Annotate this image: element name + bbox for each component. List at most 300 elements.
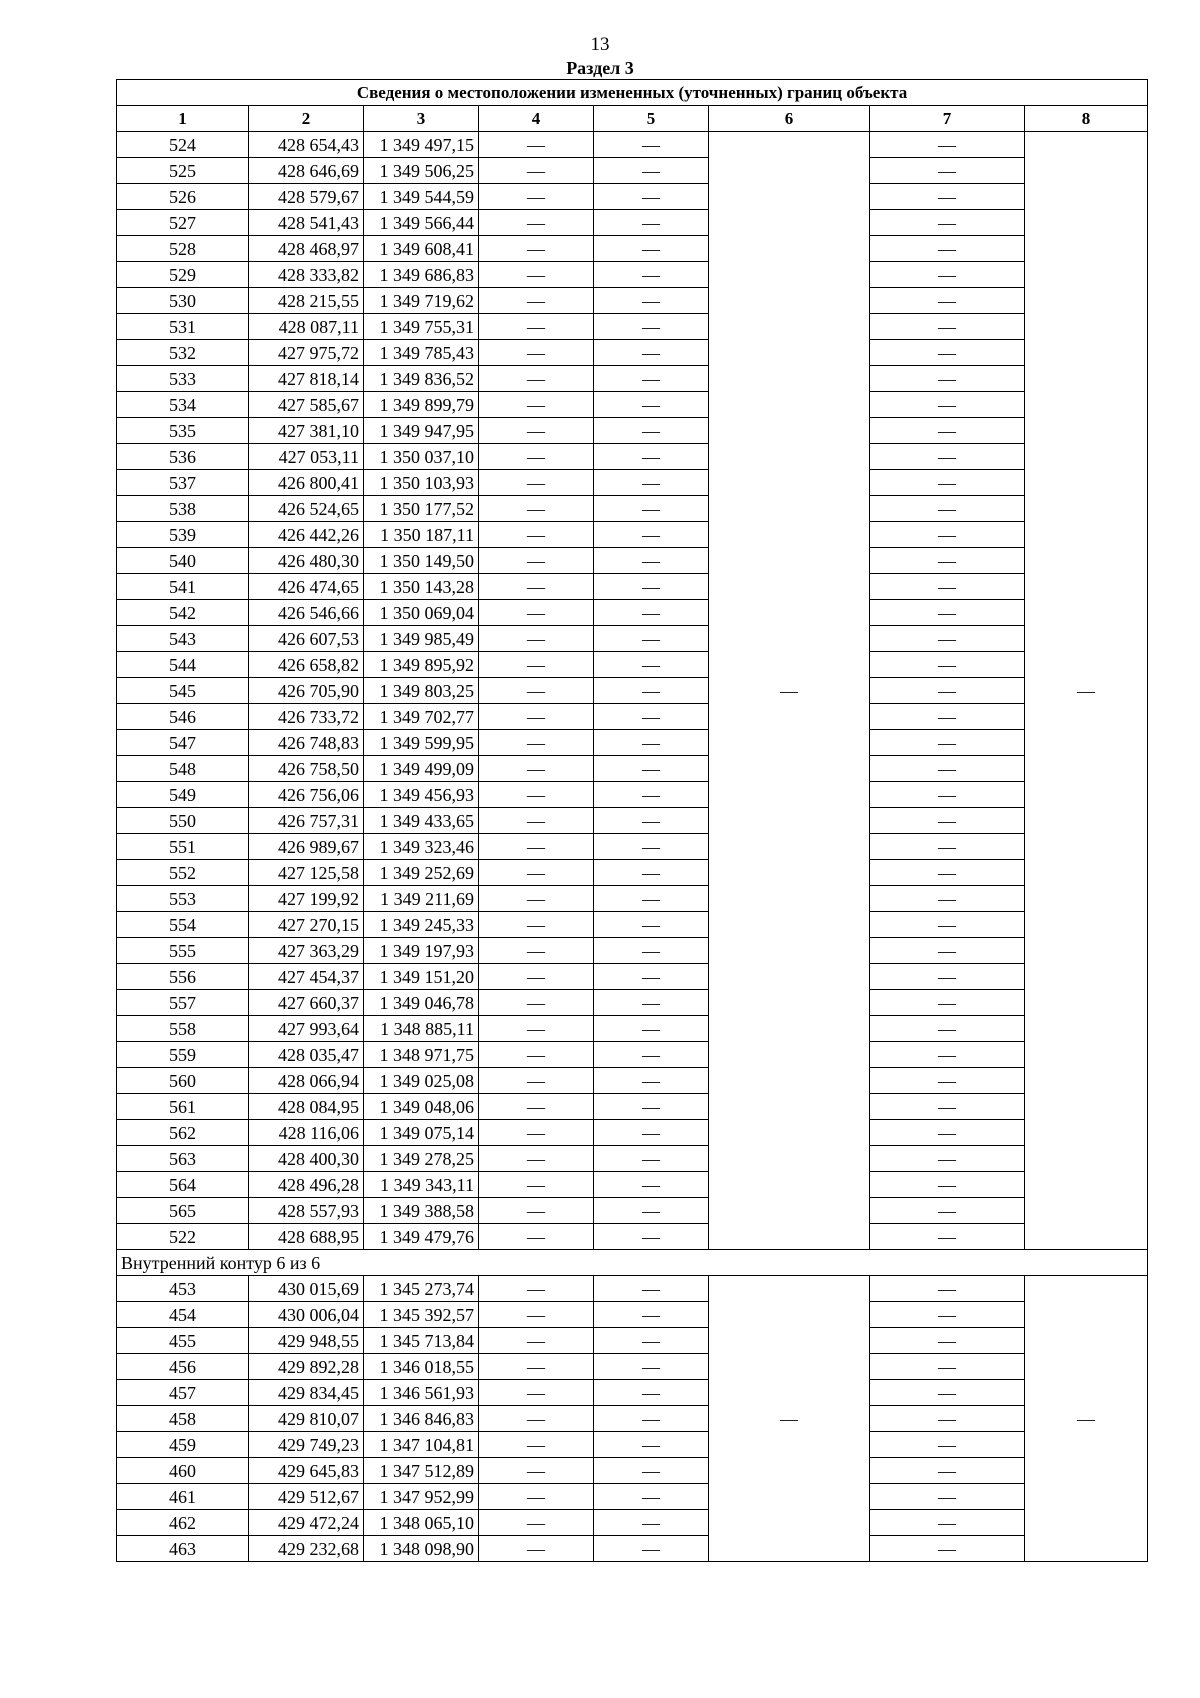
coordinate-x: 428 066,94	[249, 1068, 364, 1094]
column-4-dash: —	[479, 1484, 594, 1510]
coordinate-x: 428 496,28	[249, 1172, 364, 1198]
column-4-dash: —	[479, 1302, 594, 1328]
table-row	[117, 210, 1148, 236]
column-4-dash: —	[479, 678, 594, 704]
table-row	[117, 418, 1148, 444]
column-7-dash: —	[870, 1458, 1025, 1484]
column-7-dash: —	[870, 1094, 1025, 1120]
point-number: 564	[117, 1172, 249, 1198]
coordinate-y: 1 350 069,04	[364, 600, 479, 626]
coordinate-y: 1 350 187,11	[364, 522, 479, 548]
column-7-dash: —	[870, 262, 1025, 288]
column-7-dash: —	[870, 1406, 1025, 1432]
coordinate-x: 427 125,58	[249, 860, 364, 886]
coordinate-x: 427 585,67	[249, 392, 364, 418]
column-number: 3	[364, 106, 479, 132]
coordinate-x: 426 756,06	[249, 782, 364, 808]
column-5-dash: —	[594, 600, 709, 626]
table-row	[117, 626, 1148, 652]
column-7-dash: —	[870, 1380, 1025, 1406]
coordinate-y: 1 349 197,93	[364, 938, 479, 964]
column-5-dash: —	[594, 704, 709, 730]
point-number: 454	[117, 1302, 249, 1328]
column-7-dash: —	[870, 938, 1025, 964]
column-number: 4	[479, 106, 594, 132]
point-number: 550	[117, 808, 249, 834]
coordinate-y: 1 349 985,49	[364, 626, 479, 652]
column-4-dash: —	[479, 808, 594, 834]
table-row	[117, 158, 1148, 184]
table-row	[117, 392, 1148, 418]
point-number: 459	[117, 1432, 249, 1458]
column-5-dash: —	[594, 1198, 709, 1224]
point-number: 549	[117, 782, 249, 808]
column-5-dash: —	[594, 912, 709, 938]
column-4-dash: —	[479, 652, 594, 678]
column-4-dash: —	[479, 522, 594, 548]
coordinate-y: 1 349 499,09	[364, 756, 479, 782]
section-title: Раздел 3	[566, 58, 634, 78]
table-row	[117, 1328, 1148, 1354]
coordinate-y: 1 349 048,06	[364, 1094, 479, 1120]
column-7-dash: —	[870, 808, 1025, 834]
coordinate-y: 1 349 433,65	[364, 808, 479, 834]
column-7-dash: —	[870, 1276, 1025, 1302]
column-5-dash: —	[594, 834, 709, 860]
coordinate-y: 1 347 104,81	[364, 1432, 479, 1458]
coordinate-y: 1 349 506,25	[364, 158, 479, 184]
column-7-dash: —	[870, 678, 1025, 704]
coordinate-y: 1 349 544,59	[364, 184, 479, 210]
column-number: 5	[594, 106, 709, 132]
table-row	[117, 1536, 1148, 1562]
column-5-dash: —	[594, 990, 709, 1016]
column-5-dash: —	[594, 626, 709, 652]
table-row	[117, 886, 1148, 912]
page-number: 13	[590, 34, 610, 55]
column-5-dash: —	[594, 548, 709, 574]
table-row	[117, 340, 1148, 366]
coordinate-x: 428 084,95	[249, 1094, 364, 1120]
table-row	[117, 730, 1148, 756]
column-5-dash: —	[594, 1406, 709, 1432]
coordinate-x: 426 748,83	[249, 730, 364, 756]
table-row	[117, 1458, 1148, 1484]
column-4-dash: —	[479, 340, 594, 366]
coordinate-x: 428 215,55	[249, 288, 364, 314]
column-5-dash: —	[594, 756, 709, 782]
table-row	[117, 470, 1148, 496]
table-row	[117, 288, 1148, 314]
point-number: 555	[117, 938, 249, 964]
coordinate-y: 1 349 599,95	[364, 730, 479, 756]
coordinate-y: 1 349 278,25	[364, 1146, 479, 1172]
coordinate-x: 427 199,92	[249, 886, 364, 912]
point-number: 522	[117, 1224, 249, 1250]
column-5-dash: —	[594, 1536, 709, 1562]
point-number: 539	[117, 522, 249, 548]
column-7-dash: —	[870, 210, 1025, 236]
coordinate-x: 429 512,67	[249, 1484, 364, 1510]
column-5-dash: —	[594, 1016, 709, 1042]
point-number: 557	[117, 990, 249, 1016]
column-7-dash: —	[870, 132, 1025, 158]
column-7-dash: —	[870, 548, 1025, 574]
table-row	[117, 652, 1148, 678]
column-5-dash: —	[594, 1276, 709, 1302]
table-row	[117, 496, 1148, 522]
column-4-dash: —	[479, 1458, 594, 1484]
table-row	[117, 1068, 1148, 1094]
table-row	[117, 444, 1148, 470]
column-7-dash: —	[870, 1042, 1025, 1068]
table-row	[117, 1042, 1148, 1068]
table-row	[117, 1354, 1148, 1380]
point-number: 538	[117, 496, 249, 522]
column-5-dash: —	[594, 470, 709, 496]
coordinate-x: 426 524,65	[249, 496, 364, 522]
column-5-dash: —	[594, 1432, 709, 1458]
column-5-dash: —	[594, 1224, 709, 1250]
coordinate-x: 426 989,67	[249, 834, 364, 860]
column-7-dash: —	[870, 1016, 1025, 1042]
column-7-dash: —	[870, 418, 1025, 444]
table-row	[117, 600, 1148, 626]
point-number: 461	[117, 1484, 249, 1510]
coordinate-y: 1 346 846,83	[364, 1406, 479, 1432]
column-4-dash: —	[479, 1042, 594, 1068]
column-4-dash: —	[479, 834, 594, 860]
coordinate-y: 1 349 075,14	[364, 1120, 479, 1146]
coordinate-y: 1 349 895,92	[364, 652, 479, 678]
coordinate-y: 1 349 211,69	[364, 886, 479, 912]
column-4-dash: —	[479, 938, 594, 964]
point-number: 462	[117, 1510, 249, 1536]
column-7-dash: —	[870, 392, 1025, 418]
column-4-dash: —	[479, 314, 594, 340]
column-5-dash: —	[594, 1120, 709, 1146]
column-4-dash: —	[479, 158, 594, 184]
table-row	[117, 366, 1148, 392]
column-4-dash: —	[479, 496, 594, 522]
point-number: 561	[117, 1094, 249, 1120]
column-4-dash: —	[479, 1276, 594, 1302]
point-number: 562	[117, 1120, 249, 1146]
point-number: 534	[117, 392, 249, 418]
coordinate-y: 1 348 971,75	[364, 1042, 479, 1068]
coordinate-x: 426 757,31	[249, 808, 364, 834]
column-5-dash: —	[594, 314, 709, 340]
column-7-dash: —	[870, 288, 1025, 314]
point-number: 531	[117, 314, 249, 340]
table-row	[117, 184, 1148, 210]
coordinate-y: 1 348 885,11	[364, 1016, 479, 1042]
table-row	[117, 1146, 1148, 1172]
coordinate-x: 427 660,37	[249, 990, 364, 1016]
table-row	[117, 834, 1148, 860]
table-row	[117, 1302, 1148, 1328]
table-row	[117, 938, 1148, 964]
coordinate-y: 1 348 065,10	[364, 1510, 479, 1536]
column-4-dash: —	[479, 626, 594, 652]
column-5-dash: —	[594, 496, 709, 522]
coordinate-x: 427 454,37	[249, 964, 364, 990]
coordinate-y: 1 349 803,25	[364, 678, 479, 704]
coordinate-x: 426 546,66	[249, 600, 364, 626]
column-number: 8	[1025, 106, 1148, 132]
column-4-dash: —	[479, 418, 594, 444]
column-7-dash: —	[870, 366, 1025, 392]
column-5-dash: —	[594, 730, 709, 756]
column-7-dash: —	[870, 990, 1025, 1016]
coordinate-y: 1 349 785,43	[364, 340, 479, 366]
coordinate-y: 1 349 151,20	[364, 964, 479, 990]
column-4-dash: —	[479, 860, 594, 886]
coordinate-y: 1 349 755,31	[364, 314, 479, 340]
column-5-dash: —	[594, 418, 709, 444]
point-number: 535	[117, 418, 249, 444]
column-5-dash: —	[594, 860, 709, 886]
coordinate-y: 1 349 719,62	[364, 288, 479, 314]
column-5-dash: —	[594, 782, 709, 808]
column-7-dash: —	[870, 1224, 1025, 1250]
coordinate-y: 1 350 037,10	[364, 444, 479, 470]
column-7-dash: —	[870, 600, 1025, 626]
column-7-dash: —	[870, 444, 1025, 470]
coordinate-x: 429 645,83	[249, 1458, 364, 1484]
coordinate-y: 1 346 561,93	[364, 1380, 479, 1406]
column-5-dash: —	[594, 262, 709, 288]
column-4-dash: —	[479, 1328, 594, 1354]
point-number: 527	[117, 210, 249, 236]
coordinate-y: 1 350 149,50	[364, 548, 479, 574]
column-4-dash: —	[479, 1224, 594, 1250]
column-7-dash: —	[870, 860, 1025, 886]
column-7-dash: —	[870, 522, 1025, 548]
column-5-dash: —	[594, 652, 709, 678]
column-4-dash: —	[479, 236, 594, 262]
point-number: 524	[117, 132, 249, 158]
column-4-dash: —	[479, 574, 594, 600]
column-5-dash: —	[594, 808, 709, 834]
column-4-dash: —	[479, 1432, 594, 1458]
column-7-dash: —	[870, 1536, 1025, 1562]
coordinate-x: 426 658,82	[249, 652, 364, 678]
table-body	[117, 132, 1148, 1562]
column-7-dash: —	[870, 964, 1025, 990]
column-5-dash: —	[594, 1042, 709, 1068]
point-number: 559	[117, 1042, 249, 1068]
point-number: 554	[117, 912, 249, 938]
table-row	[117, 132, 1148, 158]
point-number: 541	[117, 574, 249, 600]
coordinate-x: 428 541,43	[249, 210, 364, 236]
coordinate-x: 429 749,23	[249, 1432, 364, 1458]
point-number: 453	[117, 1276, 249, 1302]
column-5-dash: —	[594, 366, 709, 392]
point-number: 529	[117, 262, 249, 288]
table-row	[117, 964, 1148, 990]
table-row	[117, 704, 1148, 730]
column-4-dash: —	[479, 1146, 594, 1172]
column-4-dash: —	[479, 912, 594, 938]
column-7-dash: —	[870, 626, 1025, 652]
point-number: 528	[117, 236, 249, 262]
point-number: 563	[117, 1146, 249, 1172]
coordinate-y: 1 349 323,46	[364, 834, 479, 860]
coordinate-x: 428 688,95	[249, 1224, 364, 1250]
coordinate-x: 430 006,04	[249, 1302, 364, 1328]
column-5-dash: —	[594, 132, 709, 158]
coordinate-x: 428 400,30	[249, 1146, 364, 1172]
table-row	[117, 808, 1148, 834]
coordinate-x: 428 333,82	[249, 262, 364, 288]
table-row	[117, 756, 1148, 782]
point-number: 457	[117, 1380, 249, 1406]
column-4-dash: —	[479, 1172, 594, 1198]
table-row	[117, 1094, 1148, 1120]
column-7-dash: —	[870, 158, 1025, 184]
column-4-dash: —	[479, 1198, 594, 1224]
column-4-dash: —	[479, 1068, 594, 1094]
coordinate-x: 428 087,11	[249, 314, 364, 340]
table-row	[117, 262, 1148, 288]
coordinate-x: 428 646,69	[249, 158, 364, 184]
point-number: 458	[117, 1406, 249, 1432]
column-5-dash: —	[594, 1328, 709, 1354]
column-5-dash: —	[594, 1380, 709, 1406]
coordinate-y: 1 349 252,69	[364, 860, 479, 886]
column-5-dash: —	[594, 236, 709, 262]
column-5-dash: —	[594, 444, 709, 470]
column-4-dash: —	[479, 262, 594, 288]
column-6-merged-dash: —	[709, 132, 870, 1250]
contour-header-row	[117, 1250, 1148, 1276]
point-number: 525	[117, 158, 249, 184]
coordinate-y: 1 349 702,77	[364, 704, 479, 730]
column-5-dash: —	[594, 1354, 709, 1380]
column-5-dash: —	[594, 522, 709, 548]
coordinate-x: 429 948,55	[249, 1328, 364, 1354]
coordinate-y: 1 347 952,99	[364, 1484, 479, 1510]
column-4-dash: —	[479, 1536, 594, 1562]
coordinate-x: 426 705,90	[249, 678, 364, 704]
column-4-dash: —	[479, 1120, 594, 1146]
table-row	[117, 1406, 1148, 1432]
column-5-dash: —	[594, 678, 709, 704]
coordinate-y: 1 349 686,83	[364, 262, 479, 288]
boundary-coordinates-table	[116, 79, 1148, 1562]
point-number: 545	[117, 678, 249, 704]
column-7-dash: —	[870, 470, 1025, 496]
column-4-dash: —	[479, 366, 594, 392]
column-7-dash: —	[870, 782, 1025, 808]
column-7-dash: —	[870, 574, 1025, 600]
column-7-dash: —	[870, 1328, 1025, 1354]
coordinate-y: 1 349 456,93	[364, 782, 479, 808]
point-number: 463	[117, 1536, 249, 1562]
column-7-dash: —	[870, 652, 1025, 678]
table-row	[117, 1172, 1148, 1198]
table-row	[117, 1432, 1148, 1458]
coordinate-y: 1 350 103,93	[364, 470, 479, 496]
table-row	[117, 912, 1148, 938]
point-number: 540	[117, 548, 249, 574]
table-row	[117, 860, 1148, 886]
coordinate-x: 427 381,10	[249, 418, 364, 444]
coordinate-x: 426 607,53	[249, 626, 364, 652]
column-6-merged-dash: —	[709, 1276, 870, 1562]
point-number: 544	[117, 652, 249, 678]
column-7-dash: —	[870, 834, 1025, 860]
coordinate-x: 426 442,26	[249, 522, 364, 548]
column-7-dash: —	[870, 1510, 1025, 1536]
column-4-dash: —	[479, 1380, 594, 1406]
column-5-dash: —	[594, 964, 709, 990]
table-row	[117, 1120, 1148, 1146]
column-4-dash: —	[479, 730, 594, 756]
column-4-dash: —	[479, 444, 594, 470]
table-row	[117, 678, 1148, 704]
coordinate-y: 1 350 143,28	[364, 574, 479, 600]
coordinate-x: 428 468,97	[249, 236, 364, 262]
table-row	[117, 1224, 1148, 1250]
coordinate-y: 1 349 025,08	[364, 1068, 479, 1094]
coordinate-x: 429 472,24	[249, 1510, 364, 1536]
table-row	[117, 548, 1148, 574]
column-7-dash: —	[870, 184, 1025, 210]
coordinate-x: 427 993,64	[249, 1016, 364, 1042]
column-5-dash: —	[594, 184, 709, 210]
coordinate-y: 1 349 343,11	[364, 1172, 479, 1198]
coordinate-x: 430 015,69	[249, 1276, 364, 1302]
column-5-dash: —	[594, 392, 709, 418]
column-4-dash: —	[479, 392, 594, 418]
column-5-dash: —	[594, 210, 709, 236]
column-4-dash: —	[479, 470, 594, 496]
coordinate-x: 427 053,11	[249, 444, 364, 470]
coordinate-y: 1 349 608,41	[364, 236, 479, 262]
point-number: 526	[117, 184, 249, 210]
column-number: 1	[117, 106, 249, 132]
column-5-dash: —	[594, 1458, 709, 1484]
coordinate-x: 426 480,30	[249, 548, 364, 574]
point-number: 558	[117, 1016, 249, 1042]
coordinate-y: 1 346 018,55	[364, 1354, 479, 1380]
column-7-dash: —	[870, 1354, 1025, 1380]
coordinate-y: 1 349 899,79	[364, 392, 479, 418]
point-number: 548	[117, 756, 249, 782]
column-4-dash: —	[479, 184, 594, 210]
coordinate-y: 1 349 566,44	[364, 210, 479, 236]
point-number: 565	[117, 1198, 249, 1224]
column-8-merged-dash: —	[1025, 132, 1148, 1250]
point-number: 537	[117, 470, 249, 496]
table-row	[117, 1380, 1148, 1406]
point-number: 552	[117, 860, 249, 886]
coordinate-x: 427 270,15	[249, 912, 364, 938]
point-number: 542	[117, 600, 249, 626]
point-number: 460	[117, 1458, 249, 1484]
column-4-dash: —	[479, 990, 594, 1016]
column-4-dash: —	[479, 210, 594, 236]
coordinate-y: 1 350 177,52	[364, 496, 479, 522]
column-7-dash: —	[870, 496, 1025, 522]
column-number: 2	[249, 106, 364, 132]
coordinate-x: 426 758,50	[249, 756, 364, 782]
point-number: 553	[117, 886, 249, 912]
table-row	[117, 1016, 1148, 1042]
